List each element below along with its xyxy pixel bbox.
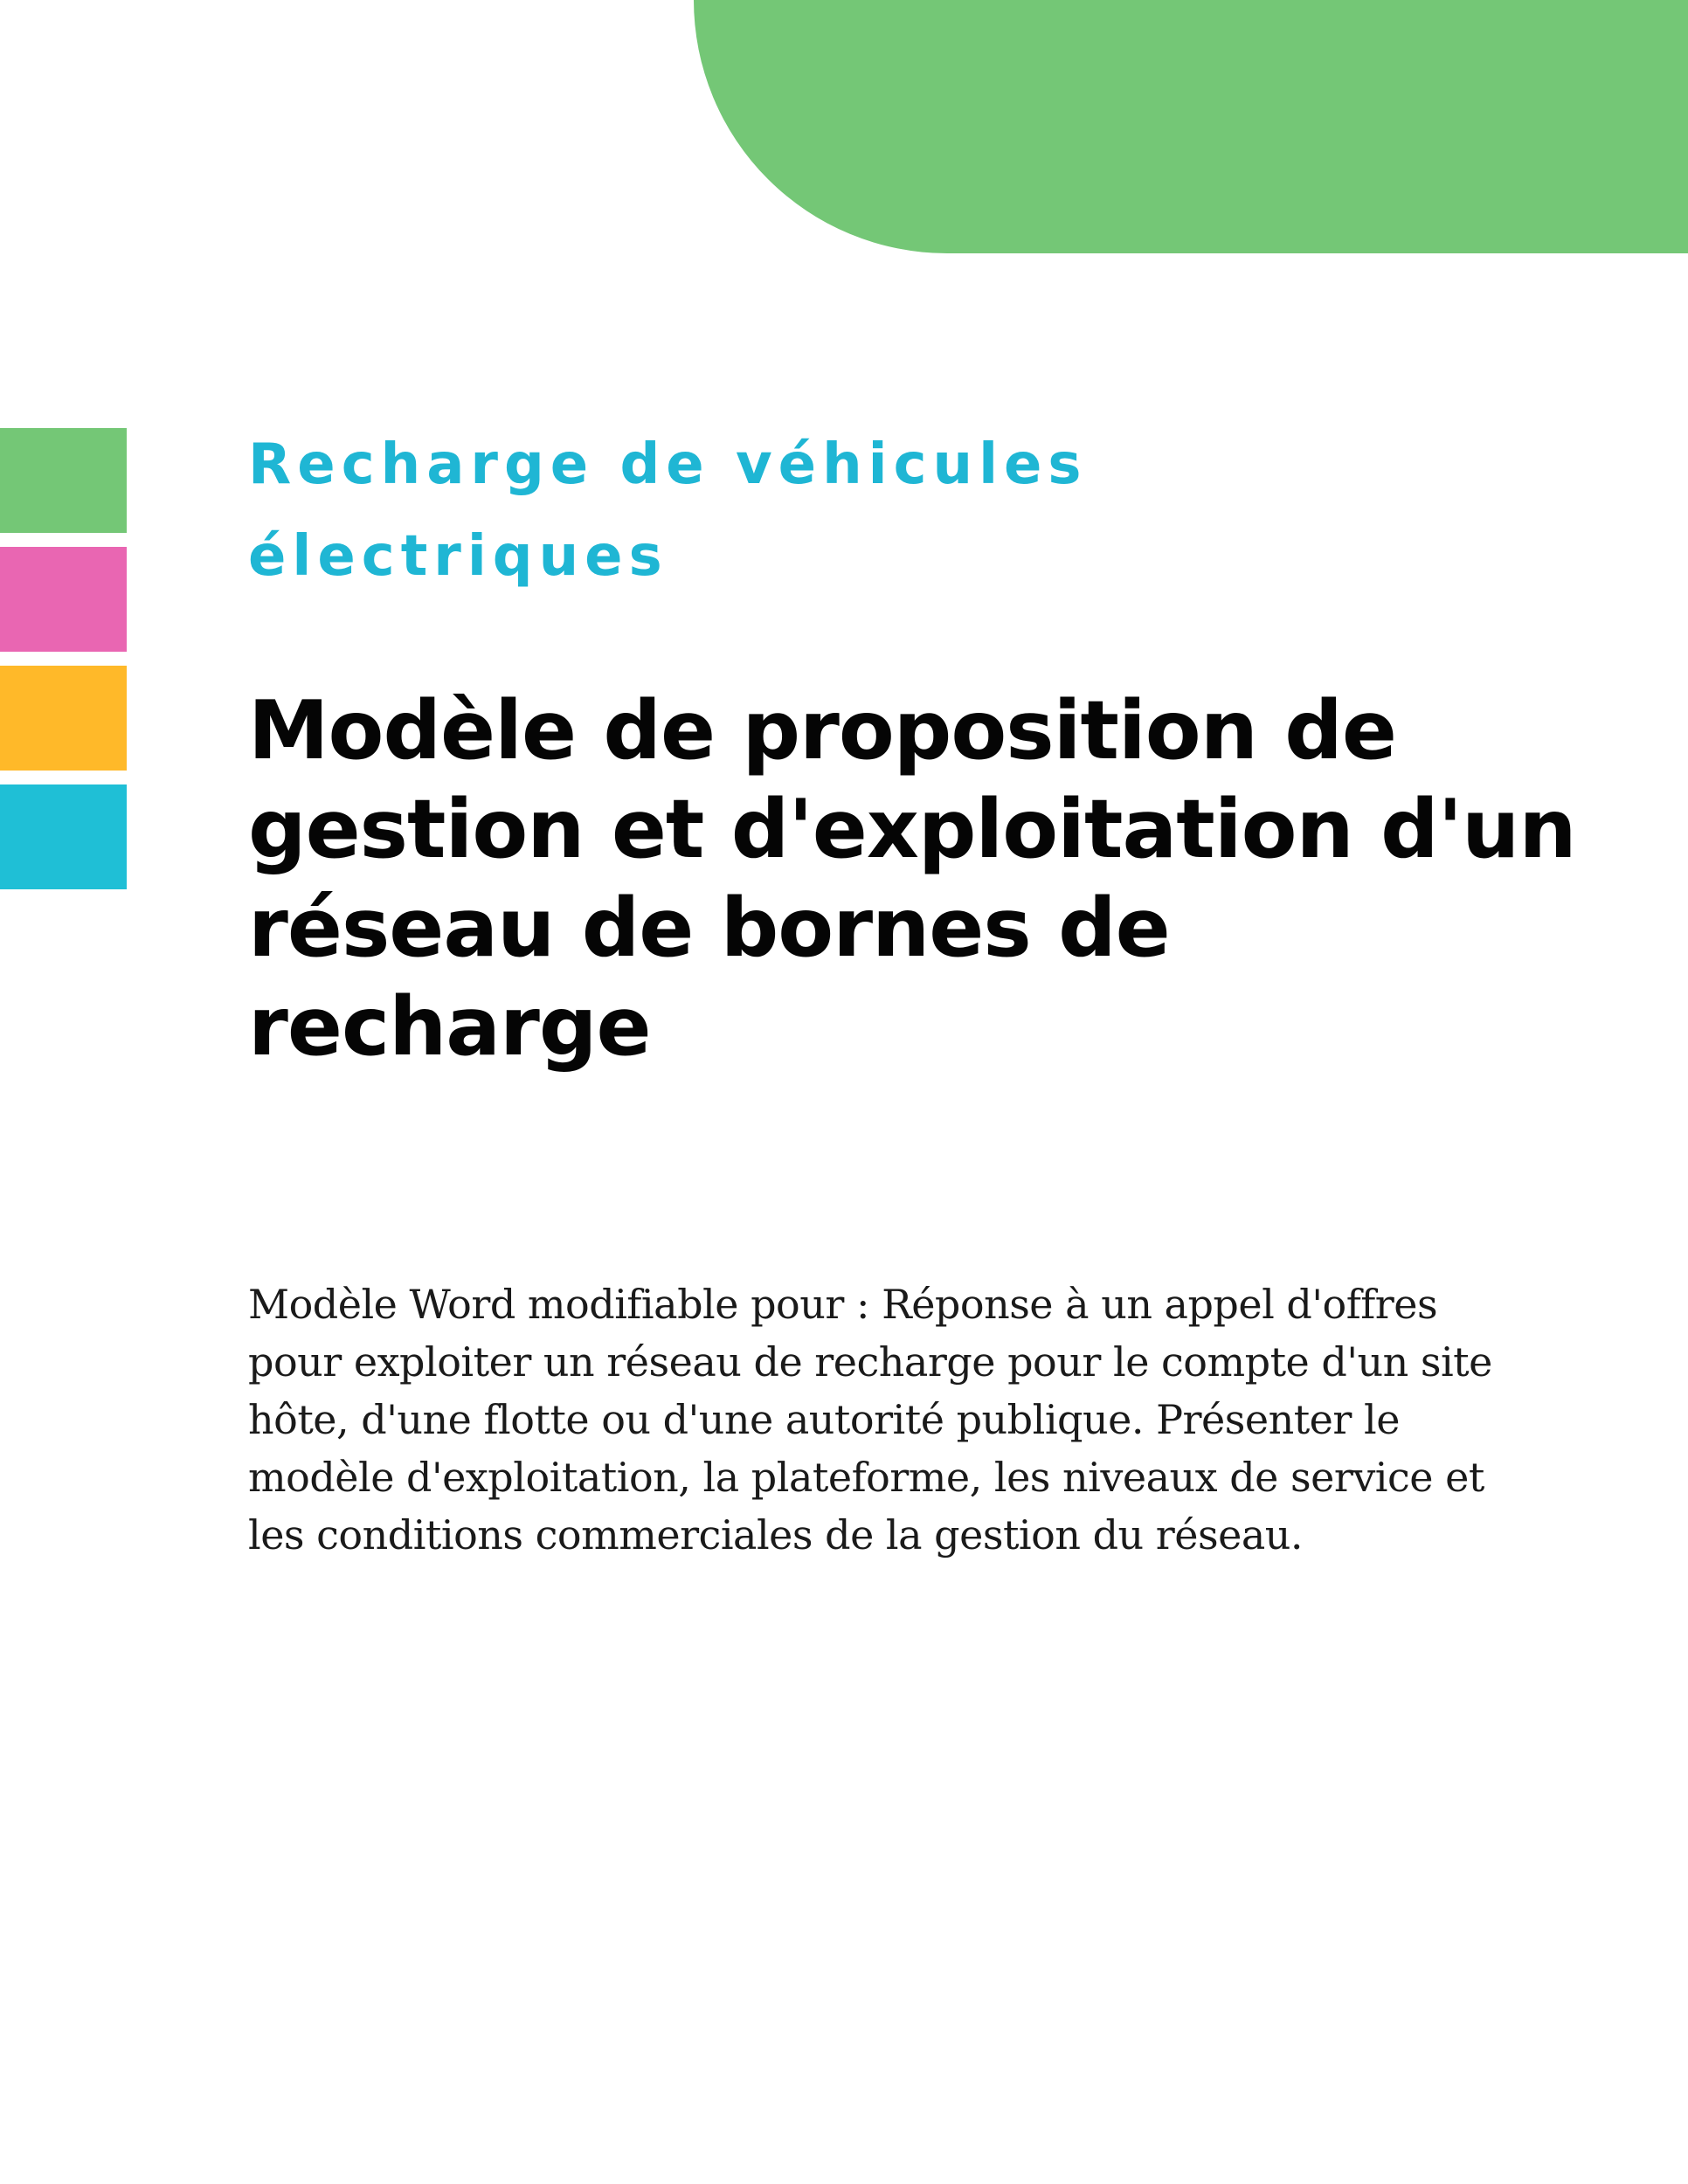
green-color-bar — [0, 428, 127, 533]
document-subtitle: Recharge de véhicules électriques — [248, 432, 1088, 589]
document-title: Modèle de proposition de gestion et d'exploitation d'un réseau de bornes de recharge — [248, 683, 1576, 1074]
green-corner-decoration — [694, 0, 1688, 253]
document-description: Modèle Word modifiable pour : Réponse à un appel d'offres pour exploiter un réseau de recharge pour le compte d'un site hôte, d'une flotte ou d'une autorité publique. Présenter le modèle d'exploitation, la plateforme, les niveaux de service et les conditions commerciales de la gestion du réseau. — [248, 1281, 1492, 1559]
orange-color-bar — [0, 666, 127, 771]
cyan-color-bar — [0, 784, 127, 889]
pink-color-bar — [0, 547, 127, 652]
